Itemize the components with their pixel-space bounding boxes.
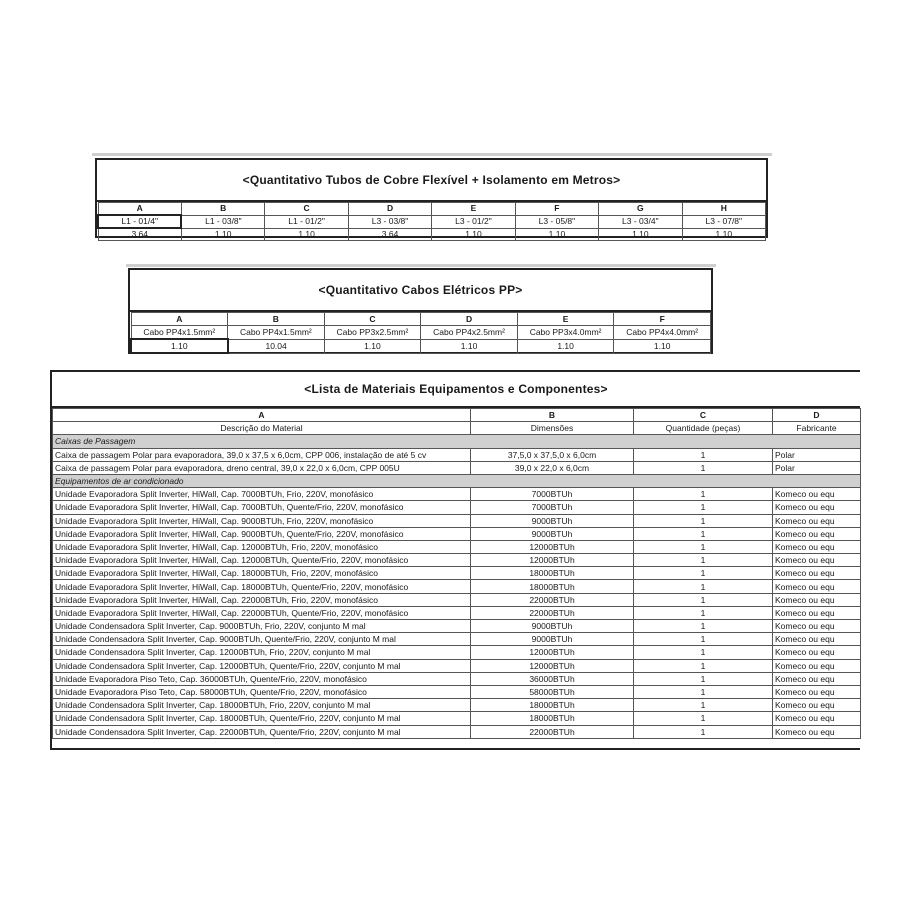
- manufacturer-cell[interactable]: Komeco ou equ: [773, 580, 861, 593]
- quantity-cell[interactable]: 1: [634, 580, 773, 593]
- column-letter: C: [634, 409, 773, 422]
- manufacturer-cell[interactable]: Komeco ou equ: [773, 633, 861, 646]
- table-row: [53, 672, 861, 685]
- header-cell[interactable]: Fabricante: [773, 422, 861, 435]
- dimensions-cell[interactable]: 9000BTUh: [471, 620, 634, 633]
- column-letter: H: [682, 203, 765, 216]
- value-cell[interactable]: 1.10: [324, 339, 421, 353]
- copper-tube-schedule: [95, 158, 768, 238]
- table-row: [53, 554, 861, 567]
- manufacturer-cell[interactable]: Komeco ou equ: [773, 488, 861, 501]
- quantity-cell[interactable]: 1: [634, 501, 773, 514]
- dimensions-cell[interactable]: 22000BTUh: [471, 593, 634, 606]
- dimensions-cell[interactable]: 12000BTUh: [471, 554, 634, 567]
- quantity-cell[interactable]: 1: [634, 620, 773, 633]
- description-cell[interactable]: Unidade Condensadora Split Inverter, Cap. 22000BTUh, Quente/Frio, 220V, conjunto M mal: [53, 725, 471, 738]
- header-cell[interactable]: L1 - 01/2": [265, 215, 348, 228]
- table-row: [53, 606, 861, 619]
- column-letter: B: [228, 313, 325, 326]
- header-cell[interactable]: L1 - 01/4": [98, 215, 181, 228]
- dimensions-cell[interactable]: 37,5,0 x 37,5,0 x 6,0cm: [471, 448, 634, 461]
- value-cell[interactable]: 1.10: [515, 228, 598, 241]
- dimensions-cell[interactable]: 18000BTUh: [471, 580, 634, 593]
- dimensions-cell[interactable]: 39,0 x 22,0 x 6,0cm: [471, 461, 634, 474]
- description-cell[interactable]: Unidade Evaporadora Split Inverter, HiWall, Cap. 9000BTUh, Frio, 220V, monofásico: [53, 514, 471, 527]
- value-cell[interactable]: 1.10: [421, 339, 518, 353]
- column-letter: A: [131, 313, 228, 326]
- description-cell[interactable]: Unidade Condensadora Split Inverter, Cap. 12000BTUh, Frio, 220V, conjunto M mal: [53, 646, 471, 659]
- quantity-cell[interactable]: 1: [634, 606, 773, 619]
- column-letter: B: [181, 203, 264, 216]
- header-cell[interactable]: L1 - 03/8": [181, 215, 264, 228]
- column-letter: E: [517, 313, 614, 326]
- value-cell[interactable]: 1.10: [432, 228, 515, 241]
- dimensions-cell[interactable]: 12000BTUh: [471, 540, 634, 553]
- header-cell[interactable]: Cabo PP4x1.5mm²: [131, 326, 228, 340]
- dimensions-cell[interactable]: 22000BTUh: [471, 606, 634, 619]
- description-cell[interactable]: Unidade Evaporadora Piso Teto, Cap. 58000BTUh, Quente/Frio, 220V, monofásico: [53, 685, 471, 698]
- table-row: [53, 712, 861, 725]
- header-cell[interactable]: Cabo PP4x1.5mm²: [228, 326, 325, 340]
- materials-schedule-title: <Lista de Materiais Equipamentos e Componentes>: [52, 372, 860, 408]
- group-header-row: [53, 474, 861, 487]
- dimensions-cell[interactable]: 12000BTUh: [471, 646, 634, 659]
- value-cell[interactable]: 1.10: [131, 339, 228, 353]
- manufacturer-cell[interactable]: Komeco ou equ: [773, 712, 861, 725]
- table-row: [53, 448, 861, 461]
- description-cell[interactable]: Unidade Evaporadora Split Inverter, HiWall, Cap. 7000BTUh, Quente/Frio, 220V, monofásico: [53, 501, 471, 514]
- value-cell[interactable]: 1.10: [682, 228, 765, 241]
- column-letters-row: [98, 203, 766, 216]
- dimensions-cell[interactable]: 58000BTUh: [471, 685, 634, 698]
- quantity-cell[interactable]: 1: [634, 633, 773, 646]
- manufacturer-cell[interactable]: Komeco ou equ: [773, 620, 861, 633]
- header-cell[interactable]: L3 - 03/4": [599, 215, 682, 228]
- column-letter: F: [614, 313, 711, 326]
- header-row: [53, 422, 861, 435]
- table-row: [53, 514, 861, 527]
- header-cell[interactable]: Cabo PP4x4.0mm²: [614, 326, 711, 340]
- cable-schedule: [128, 268, 713, 354]
- table-row: [53, 659, 861, 672]
- value-cell[interactable]: 10.04: [228, 339, 325, 353]
- value-cell[interactable]: 1.10: [599, 228, 682, 241]
- table-row: [131, 339, 711, 353]
- column-letter: B: [471, 409, 634, 422]
- dimensions-cell[interactable]: 9000BTUh: [471, 527, 634, 540]
- manufacturer-cell[interactable]: Komeco ou equ: [773, 659, 861, 672]
- manufacturer-cell[interactable]: Komeco ou equ: [773, 593, 861, 606]
- dimensions-cell[interactable]: 9000BTUh: [471, 633, 634, 646]
- manufacturer-cell[interactable]: Komeco ou equ: [773, 672, 861, 685]
- dimensions-cell[interactable]: 18000BTUh: [471, 699, 634, 712]
- copper-tube-schedule-title: <Quantitativo Tubos de Cobre Flexível + Isolamento em Metros>: [97, 160, 766, 202]
- description-cell[interactable]: Caixa de passagem Polar para evaporadora, 39,0 x 37,5 x 6,0cm, CPP 006, instalação de até 5 cv: [53, 448, 471, 461]
- table-row: [53, 699, 861, 712]
- value-cell[interactable]: 1.10: [181, 228, 264, 241]
- value-cell[interactable]: 3.64: [98, 228, 181, 241]
- description-cell[interactable]: Unidade Condensadora Split Inverter, Cap. 9000BTUh, Frio, 220V, conjunto M mal: [53, 620, 471, 633]
- header-cell[interactable]: L3 - 03/8": [348, 215, 431, 228]
- quantity-cell[interactable]: 1: [634, 672, 773, 685]
- value-cell[interactable]: 1.10: [265, 228, 348, 241]
- description-cell[interactable]: Unidade Condensadora Split Inverter, Cap. 9000BTUh, Quente/Frio, 220V, conjunto M mal: [53, 633, 471, 646]
- description-cell[interactable]: Unidade Condensadora Split Inverter, Cap. 18000BTUh, Quente/Frio, 220V, conjunto M mal: [53, 712, 471, 725]
- column-letter: D: [773, 409, 861, 422]
- quantity-cell[interactable]: 1: [634, 527, 773, 540]
- header-cell[interactable]: Cabo PP3x4.0mm²: [517, 326, 614, 340]
- manufacturer-cell[interactable]: Komeco ou equ: [773, 606, 861, 619]
- value-cell[interactable]: 1.10: [517, 339, 614, 353]
- header-cell[interactable]: Descrição do Material: [53, 422, 471, 435]
- column-letter: C: [265, 203, 348, 216]
- column-letter: E: [432, 203, 515, 216]
- table-row: [53, 580, 861, 593]
- column-letter: D: [421, 313, 518, 326]
- dimensions-cell[interactable]: 7000BTUh: [471, 488, 634, 501]
- quantity-cell[interactable]: 1: [634, 725, 773, 738]
- manufacturer-cell[interactable]: Komeco ou equ: [773, 554, 861, 567]
- table-row: [53, 593, 861, 606]
- group-header-cell[interactable]: Caixas de Passagem: [53, 435, 861, 448]
- table-row: [53, 646, 861, 659]
- quantity-cell[interactable]: 1: [634, 554, 773, 567]
- dimensions-cell[interactable]: 18000BTUh: [471, 712, 634, 725]
- dimensions-cell[interactable]: 18000BTUh: [471, 567, 634, 580]
- description-cell[interactable]: Unidade Evaporadora Split Inverter, HiWall, Cap. 22000BTUh, Quente/Frio, 220V, monofásico: [53, 606, 471, 619]
- table-row: [53, 567, 861, 580]
- description-cell[interactable]: Unidade Evaporadora Split Inverter, HiWall, Cap. 12000BTUh, Frio, 220V, monofásico: [53, 540, 471, 553]
- copper-tube-table: [97, 202, 766, 241]
- header-cell[interactable]: L3 - 07/8": [682, 215, 765, 228]
- quantity-cell[interactable]: 1: [634, 448, 773, 461]
- manufacturer-cell[interactable]: Komeco ou equ: [773, 501, 861, 514]
- column-letter: G: [599, 203, 682, 216]
- column-letter: F: [515, 203, 598, 216]
- dimensions-cell[interactable]: 9000BTUh: [471, 514, 634, 527]
- table-row: [53, 488, 861, 501]
- description-cell[interactable]: Unidade Condensadora Split Inverter, Cap. 12000BTUh, Quente/Frio, 220V, conjunto M mal: [53, 659, 471, 672]
- table-row: [53, 685, 861, 698]
- column-letter: C: [324, 313, 421, 326]
- quantity-cell[interactable]: 1: [634, 514, 773, 527]
- quantity-cell[interactable]: 1: [634, 567, 773, 580]
- cable-schedule-title: <Quantitativo Cabos Elétricos PP>: [130, 270, 711, 312]
- value-cell[interactable]: 3.64: [348, 228, 431, 241]
- header-cell[interactable]: Cabo PP4x2.5mm²: [421, 326, 518, 340]
- description-cell[interactable]: Unidade Evaporadora Split Inverter, HiWall, Cap. 9000BTUh, Quente/Frio, 220V, monofásico: [53, 527, 471, 540]
- description-cell[interactable]: Unidade Condensadora Split Inverter, Cap. 18000BTUh, Frio, 220V, conjunto M mal: [53, 699, 471, 712]
- header-cell[interactable]: L3 - 05/8": [515, 215, 598, 228]
- column-letters-row: [53, 409, 861, 422]
- table-row: [53, 501, 861, 514]
- materials-schedule: [50, 370, 860, 750]
- dimensions-cell[interactable]: 7000BTUh: [471, 501, 634, 514]
- quantity-cell[interactable]: 1: [634, 540, 773, 553]
- table-row: [53, 461, 861, 474]
- description-cell[interactable]: Unidade Evaporadora Piso Teto, Cap. 36000BTUh, Quente/Frio, 220V, monofásico: [53, 672, 471, 685]
- quantity-cell[interactable]: 1: [634, 593, 773, 606]
- value-cell[interactable]: 1.10: [614, 339, 711, 353]
- manufacturer-cell[interactable]: Komeco ou equ: [773, 685, 861, 698]
- quantity-cell[interactable]: 1: [634, 712, 773, 725]
- header-cell[interactable]: L3 - 01/2": [432, 215, 515, 228]
- header-row: [98, 215, 766, 228]
- description-cell[interactable]: Unidade Evaporadora Split Inverter, HiWall, Cap. 12000BTUh, Quente/Frio, 220V, monofásico: [53, 554, 471, 567]
- manufacturer-cell[interactable]: Komeco ou equ: [773, 567, 861, 580]
- manufacturer-cell[interactable]: Polar: [773, 461, 861, 474]
- header-cell[interactable]: Dimensões: [471, 422, 634, 435]
- cable-table: [130, 312, 711, 354]
- table-row: [53, 725, 861, 738]
- table-row: [53, 527, 861, 540]
- column-letters-row: [131, 313, 711, 326]
- dimensions-cell[interactable]: 22000BTUh: [471, 725, 634, 738]
- table-row: [53, 633, 861, 646]
- description-cell[interactable]: Unidade Evaporadora Split Inverter, HiWall, Cap. 18000BTUh, Quente/Frio, 220V, monofásico: [53, 580, 471, 593]
- table-row: [98, 228, 766, 241]
- header-row: [131, 326, 711, 340]
- quantity-cell[interactable]: 1: [634, 685, 773, 698]
- header-cell[interactable]: Quantidade (peças): [634, 422, 773, 435]
- manufacturer-cell[interactable]: Komeco ou equ: [773, 725, 861, 738]
- dimensions-cell[interactable]: 12000BTUh: [471, 659, 634, 672]
- group-header-row: [53, 435, 861, 448]
- quantity-cell[interactable]: 1: [634, 646, 773, 659]
- column-letter: A: [53, 409, 471, 422]
- header-cell[interactable]: Cabo PP3x2.5mm²: [324, 326, 421, 340]
- manufacturer-cell[interactable]: Komeco ou equ: [773, 699, 861, 712]
- description-cell[interactable]: Caixa de passagem Polar para evaporadora, dreno central, 39,0 x 22,0 x 6,0cm, CPP 005U: [53, 461, 471, 474]
- table-row: [53, 620, 861, 633]
- manufacturer-cell[interactable]: Komeco ou equ: [773, 540, 861, 553]
- dimensions-cell[interactable]: 36000BTUh: [471, 672, 634, 685]
- group-header-cell[interactable]: Equipamentos de ar condicionado: [53, 474, 861, 487]
- column-letter: A: [98, 203, 181, 216]
- description-cell[interactable]: Unidade Evaporadora Split Inverter, HiWall, Cap. 7000BTUh, Frio, 220V, monofásico: [53, 488, 471, 501]
- manufacturer-cell[interactable]: Komeco ou equ: [773, 527, 861, 540]
- manufacturer-cell[interactable]: Komeco ou equ: [773, 514, 861, 527]
- quantity-cell[interactable]: 1: [634, 461, 773, 474]
- description-cell[interactable]: Unidade Evaporadora Split Inverter, HiWall, Cap. 18000BTUh, Frio, 220V, monofásico: [53, 567, 471, 580]
- manufacturer-cell[interactable]: Komeco ou equ: [773, 646, 861, 659]
- description-cell[interactable]: Unidade Evaporadora Split Inverter, HiWall, Cap. 22000BTUh, Frio, 220V, monofásico: [53, 593, 471, 606]
- table-row: [53, 540, 861, 553]
- materials-table: [52, 408, 861, 739]
- quantity-cell[interactable]: 1: [634, 488, 773, 501]
- manufacturer-cell[interactable]: Polar: [773, 448, 861, 461]
- materials-body: [53, 435, 861, 738]
- quantity-cell[interactable]: 1: [634, 659, 773, 672]
- quantity-cell[interactable]: 1: [634, 699, 773, 712]
- column-letter: D: [348, 203, 431, 216]
